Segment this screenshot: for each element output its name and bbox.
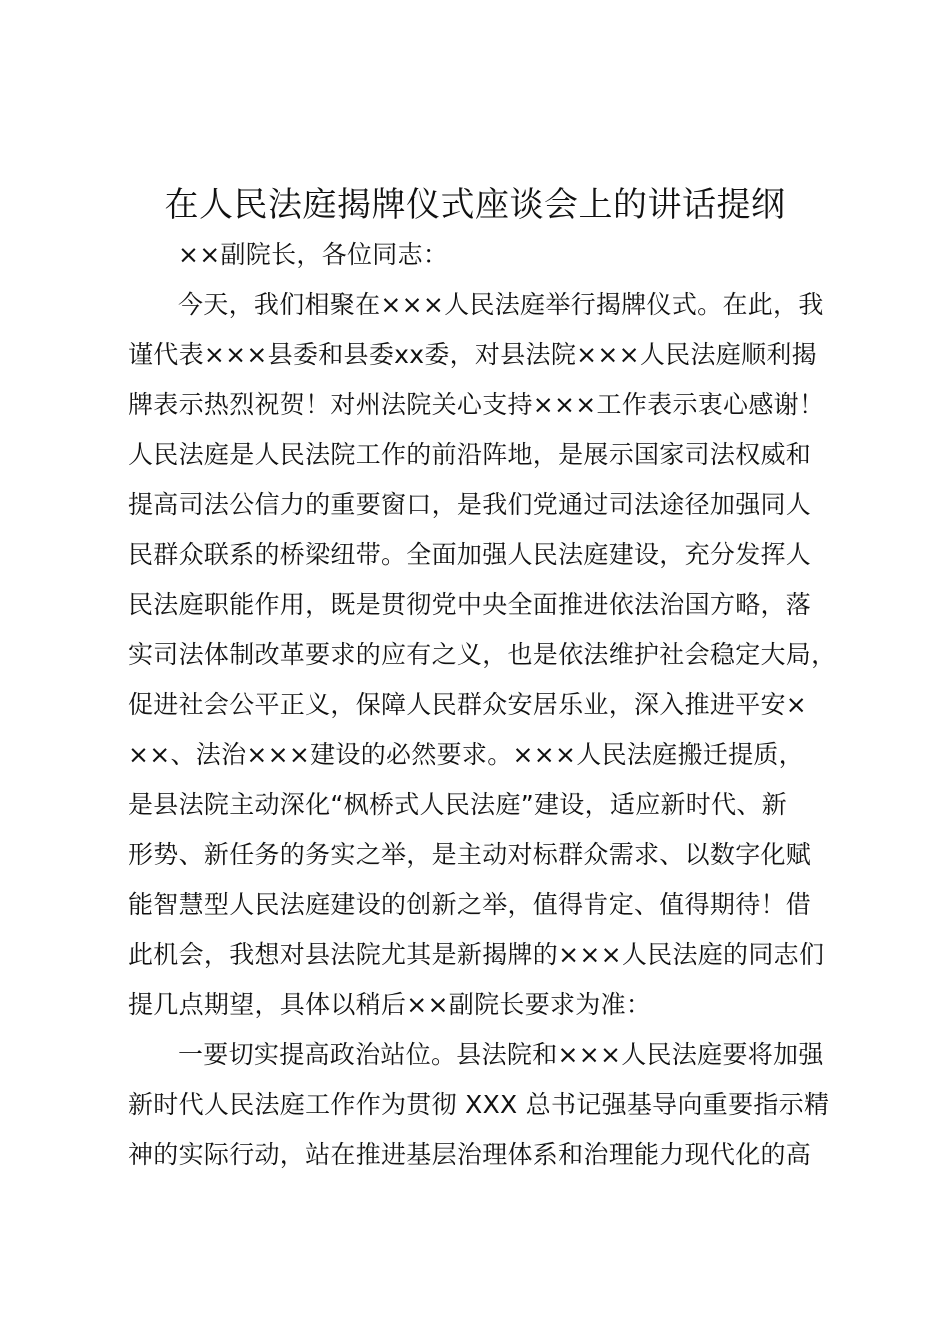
body-line: 提高司法公信力的重要窗口，是我们党通过司法途径加强同人 [128,490,812,519]
body-line: 新时代人民法庭工作作为贯彻 XXX 总书记强基导向重要指示精 [128,1090,830,1119]
body-line: 实司法体制改革要求的应有之义，也是依法维护社会稳定大局， [128,640,837,669]
body-line: 是县法院主动深化“枫桥式人民法庭”建设，适应新时代、新 [128,790,788,819]
document-title: 在人民法庭揭牌仪式座谈会上的讲话提纲 [164,185,786,225]
body-line: 此机会，我想对县法院尤其是新揭牌的×××人民法庭的同志们 [128,940,825,969]
body-line: 一要切实提高政治站位。县法院和×××人民法庭要将加强 [178,1040,824,1069]
body-line: 能智慧型人民法庭建设的创新之举，值得肯定、值得期待！借 [128,890,812,919]
body-line: 促进社会公平正义，保障人民群众安居乐业，深入推进平安× [128,690,808,719]
salutation-line: ××副院长，各位同志： [178,240,449,269]
body-line: 今天，我们相聚在×××人民法庭举行揭牌仪式。在此，我 [178,290,824,319]
body-line: 提几点期望，具体以稍后××副院长要求为准： [128,990,652,1019]
body-line: 民法庭职能作用，既是贯彻党中央全面推进依法治国方略，落 [128,590,812,619]
body-line: ××、法治×××建设的必然要求。×××人民法庭搬迁提质， [128,740,804,769]
body-line: 人民法庭是人民法院工作的前沿阵地，是展示国家司法权威和 [128,440,812,469]
body-line: 牌表示热烈祝贺！对州法院关心支持×××工作表示衷心感谢！ [128,390,825,419]
body-line: 谨代表×××县委和县委xx委，对县法院×××人民法庭顺利揭 [128,340,817,369]
body-line: 民群众联系的桥梁纽带。全面加强人民法庭建设，充分发挥人 [128,540,812,569]
body-line: 神的实际行动，站在推进基层治理体系和治理能力现代化的高 [128,1140,812,1169]
body-line: 形势、新任务的务实之举，是主动对标群众需求、以数字化赋 [128,840,812,869]
